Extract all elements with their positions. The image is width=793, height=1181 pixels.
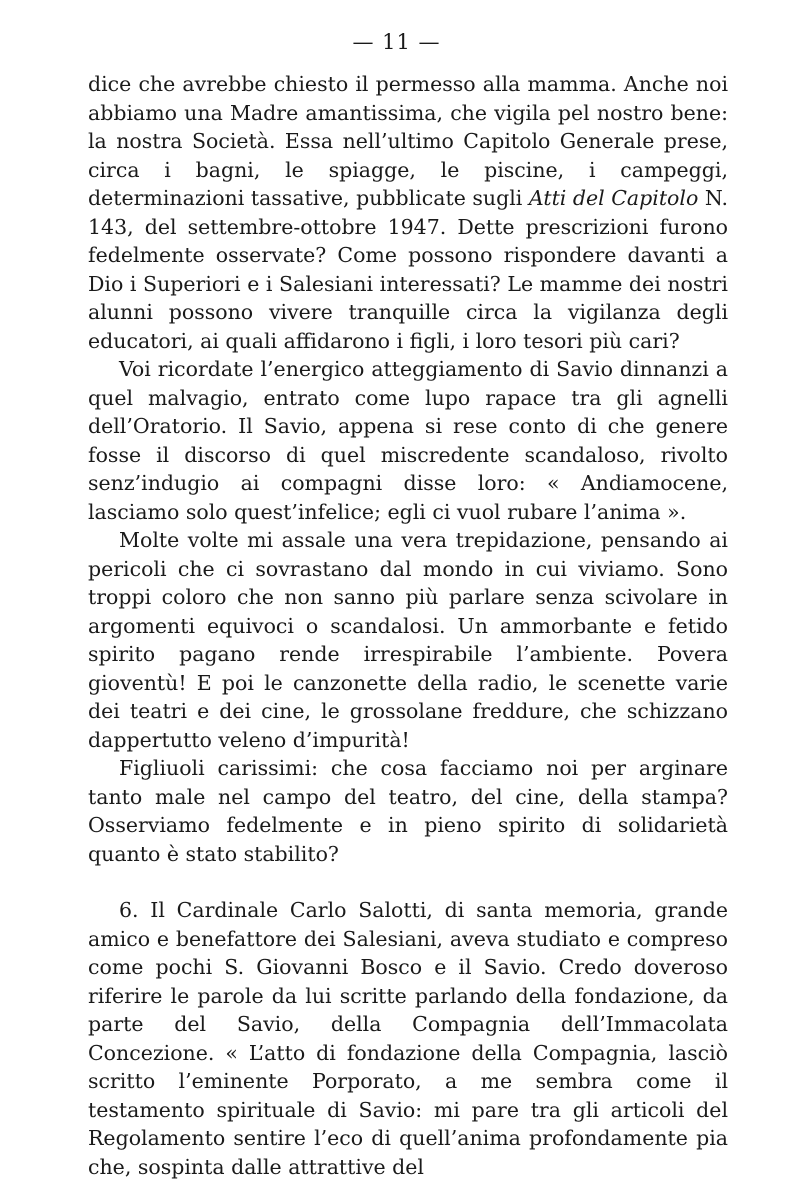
paragraph-1 <box>88 70 728 355</box>
paragraph-1-end: N. 143, del settembre-ottobre 1947. Dette prescrizioni furono fedelmente osservate? Come possono rispondere davanti a Dio i Superiori e i Salesiani interessati? Le mamme dei nostri alunni possono vivere tranquille circa la vigilanza degli educatori, ai quali affidarono i figli, i loro tesori più cari? <box>88 186 728 353</box>
section-gap <box>88 868 728 896</box>
publication-title: Atti del Capitolo <box>528 186 699 210</box>
paragraph-5: 6. Il Cardinale Carlo Salotti, di santa memoria, grande amico e benefattore dei Salesiani, aveva studiato e compreso come pochi S. Giovanni Bosco e il Savio. Credo doveroso riferire le parole da lui scritte parlando della fondazione, da parte del Savio, della Compagnia dell’Immacolata Concezione. « L’atto di fondazione della Compagnia, lasciò scritto l’eminente Porporato, a me sembra come il testamento spirituale di Savio: mi pare tra gli articoli del Regolamento sentire l’eco di quell’anima profondamente pia che, sospinta dalle attrattive del <box>88 898 728 1179</box>
paragraph-3: Molte volte mi assale una vera trepidazione, pensando ai pericoli che ci sovrastano dal mondo in cui viviamo. Sono troppi coloro che non sanno più parlare senza scivolare in argomenti equivoci o scandalosi. Un ammorbante e fetido spirito pagano rende irrespirabile l’ambiente. Povera gioventù! E poi le canzonette della radio, le scenette varie dei teatri e dei cine, le grossolane freddure, che schizzano dappertutto veleno d’impurità! <box>88 528 728 752</box>
paragraph-2: Voi ricordate l’energico atteggiamento di Savio dinnanzi a quel malvagio, entrato come lupo rapace tra gli agnelli dell’Oratorio. Il Savio, appena si rese conto di che genere fosse il discorso di quel miscredente scandaloso, rivolto senz’indugio ai compagni disse loro: « Andiamocene, lasciamo solo quest’infelice; egli ci vuol rubare l’anima ». <box>88 357 728 524</box>
paragraph-1-text: dice che avrebbe chiesto il permesso alla mamma. Anche noi abbiamo una Madre amantissima, che vigila pel nostro bene: la nostra Società. Essa nell’ultimo Capitolo Generale prese, circa i bagni, le spiagge, le piscine, i campeggi, determinazioni tassative, pubblicate sugli <box>88 72 728 210</box>
paragraph-4: Figliuoli carissimi: che cosa facciamo noi per arginare tanto male nel campo del teatro, del cine, della stampa? Osserviamo fedelmente e in pieno spirito di solidarietà quanto è stato stabilito? <box>88 756 728 866</box>
body-text <box>88 70 728 1181</box>
page-number: — 11 — <box>352 30 441 54</box>
